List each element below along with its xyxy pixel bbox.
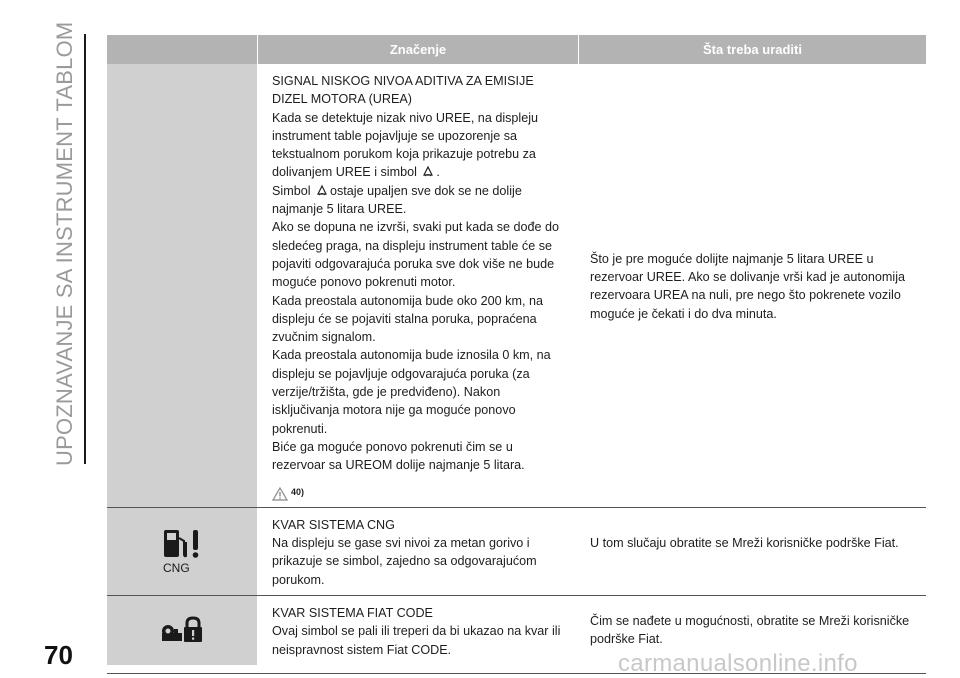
meaning-text: ostaje upaljen sve dok se ne dolije najmanje 5 litara UREE. [272, 183, 522, 217]
action-text: U tom slučaju obratite se Mreži korisničke podrške Fiat. [590, 535, 899, 550]
warning-triangle-icon [272, 487, 288, 501]
meaning-title: KVAR SISTEMA CNG [272, 517, 395, 532]
header-icon-cell [107, 35, 257, 64]
page-number: 70 [44, 640, 73, 670]
indicator-table [107, 35, 926, 674]
meaning-text: Na displeju se gase svi nivoi za metan gorivo i prikazuje se simbol, zajedno sa odgovarajućom porukom. [272, 536, 537, 587]
meaning-text: Kada preostala autonomija bude oko 200 km, na displeju će se pojaviti stalna poruka, popraćena zvučnim signalom. [272, 293, 543, 345]
meaning-cell [257, 508, 577, 595]
meaning-text: Ako se dopuna ne izvrši, svaki put kada se dođe do sledećeg praga, na displeju instrument table će se pojaviti odgovarajuća poruka sve dok više ne bude moguće ponovo pokrenuti motor. [272, 220, 560, 290]
meaning-cell: SIGNAL NISKOG NIVOA ADITIVA ZA EMISIJE DIZEL MOTORA (UREA) Kada se detektuje nizak nivo UREE, na displeju instrument table pojavljuje se upozorenje sa tekstualnom porukom koja prikazuje potrebu za dolivanjem UREE i simbol . Simbol ostaje upaljen sve dok se ne dolije najmanje 5 litara UREE. Ako se dopuna ne izvrši, svaki put kada se dođe do sledećeg praga, na displeju instrument table će se pojaviti odgovarajuća poruka sve dok više ne bude moguće ponovo pokrenuti motor. Kada preostala autonomija bude oko 200 km, na displeju će se pojaviti stalna poruka, popraćena zvučnim signalom. Kada preostala autonomija bude iznosila 0 km, na displeju se pojavljuje odgovarajuća poruka (za verzije/tržišta, gde je predviđeno). Nakon isključivanja motora nije ga moguće ponovo pokrenuti. Biće ga moguće ponovo pokrenuti čim se u rezervoar sa UREOM dolije najmanje 5 litara. 40) [257, 64, 577, 507]
header-action: Šta treba uraditi [579, 35, 926, 64]
icon-cell [107, 596, 257, 665]
meaning-title: SIGNAL NISKOG NIVOA ADITIVA ZA EMISIJE DIZEL MOTORA (UREA) [272, 74, 534, 107]
table-row [107, 508, 926, 596]
warning-ref-number: 40) [291, 486, 305, 497]
table-header [107, 35, 926, 64]
meaning-title: KVAR SISTEMA FIAT CODE [272, 606, 433, 621]
meaning-text: Simbol [272, 183, 311, 198]
urea-icon [316, 184, 328, 196]
meaning-text: Kada se detektuje nizak nivo UREE, na displeju instrument table pojavljuje se upozorenje sa tekstualnom porukom koja prikazuje potrebu za dolivanjem UREE i simbol [272, 110, 539, 180]
action-text: Što je pre moguće dolijte najmanje 5 litara UREE u rezervoar UREE. Ako se dolivanje vrši kad je autonomija rezervoara UREA na nuli, pre nego što pokrenete vozilo moguće je čekati i do dva minuta. [590, 251, 905, 321]
header-meaning: Značenje [258, 35, 578, 64]
table-row [107, 64, 926, 508]
action-cell [577, 508, 926, 595]
cng-icon-label: CNG [163, 561, 190, 576]
icon-cell [107, 64, 257, 507]
urea-icon [422, 165, 434, 177]
section-side-title: UPOZNAVANJE SA INSTRUMENT TABLOM [52, 21, 77, 466]
icon-cell [107, 508, 257, 595]
cng-fuel-warning-icon [157, 526, 207, 576]
warning-reference [272, 483, 569, 501]
meaning-cell [257, 596, 577, 665]
meaning-text: Biće ga moguće ponovo pokrenuti čim se u rezervoar sa UREOM dolije najmanje 5 litara. [272, 439, 525, 473]
meaning-text: Ovaj simbol se pali ili treperi da bi ukazao na kvar ili neispravnost sistem Fiat CODE. [272, 624, 561, 657]
action-text: Čim se nađete u mogućnosti, obratite se Mreži korisničke podrške Fiat. [590, 614, 910, 647]
action-cell [577, 64, 926, 507]
side-divider [84, 34, 86, 464]
watermark: carmanualsonline.info [618, 650, 858, 677]
fiat-code-icon [160, 615, 204, 645]
meaning-text: Kada preostala autonomija bude iznosila 0 km, na displeju se pojavljuje odgovarajuća poruka (za verzije/tržišta, gde je predviđeno). Nakon isključivanja motora nije ga moguće ponovo pokrenuti. [272, 348, 551, 436]
